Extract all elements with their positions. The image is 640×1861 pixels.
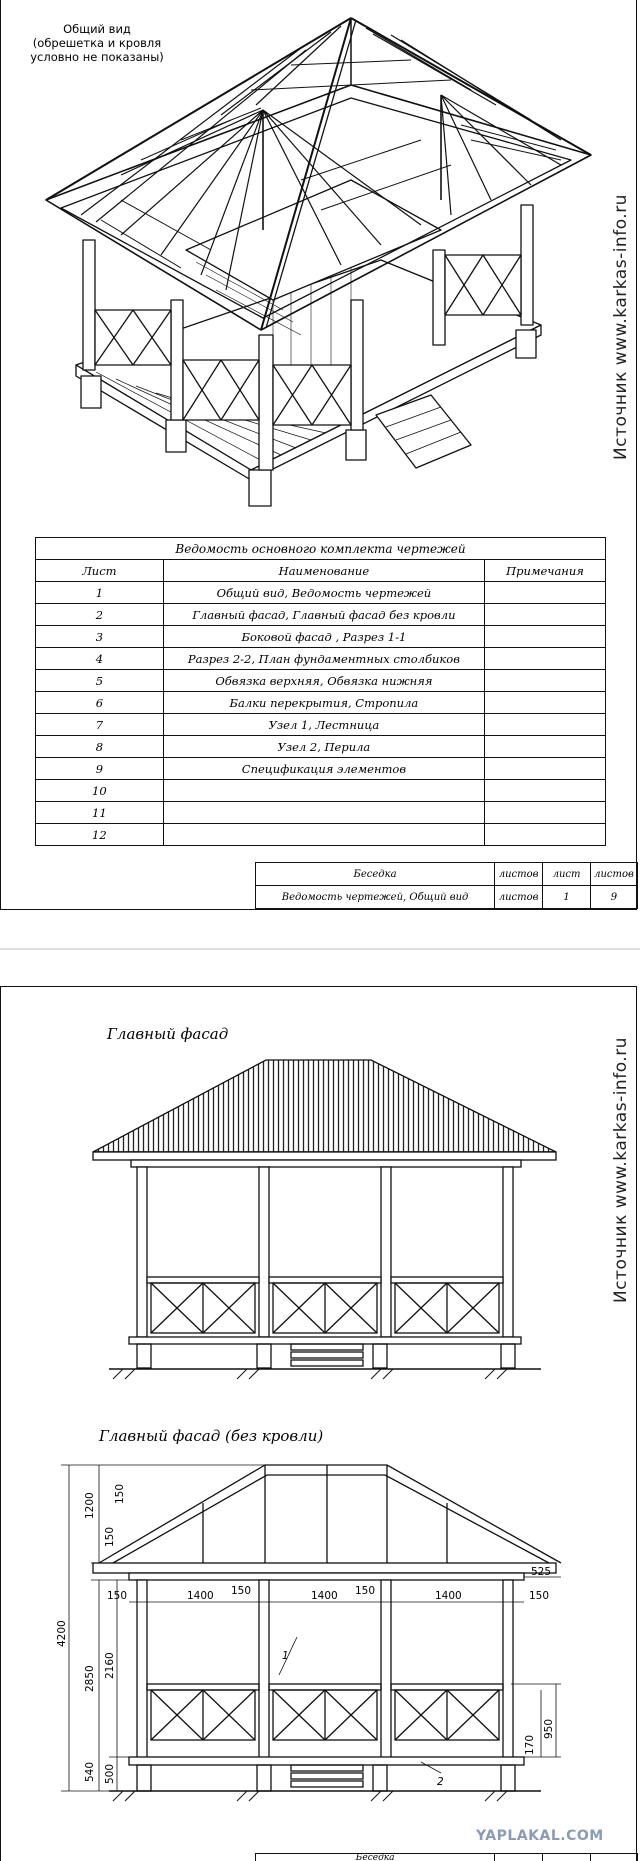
row-num: 1 <box>36 582 164 604</box>
stamp-row2-label: листов <box>495 886 543 909</box>
dim-base-500: 500 <box>104 1763 116 1784</box>
row-note <box>485 670 606 692</box>
row-name: Разрез 2-2, План фундаментных столбиков <box>163 648 484 670</box>
dim-roof-150: 150 <box>114 1483 126 1504</box>
dim-rail-950: 950 <box>543 1718 555 1739</box>
row-num: 9 <box>36 758 164 780</box>
dim-post-150-c: 150 <box>355 1585 376 1597</box>
table-row <box>36 758 606 780</box>
stamp-cell <box>495 1854 543 1861</box>
dim-post-150-d: 150 <box>529 1590 550 1602</box>
dim-post-150-b: 150 <box>231 1585 252 1597</box>
source-vertical-text: Источник www.karkas-info.ru <box>611 194 631 460</box>
stamp-project: Беседка <box>256 863 495 886</box>
row-num: 3 <box>36 626 164 648</box>
table-row <box>36 604 606 626</box>
table-row <box>36 582 606 604</box>
stamp-cell <box>543 1854 591 1861</box>
dim-base-height: 540 <box>84 1761 96 1782</box>
row-note <box>485 824 606 846</box>
dim-bay-3: 1400 <box>435 1590 462 1602</box>
stamp-sheet-label: лист <box>543 863 591 886</box>
caption-line-1: Общий вид <box>63 22 131 36</box>
stamp-sheets-label: листов <box>495 863 543 886</box>
table-row <box>36 670 606 692</box>
table-row <box>36 626 606 648</box>
row-name <box>163 780 484 802</box>
dim-roof-150b: 150 <box>104 1526 116 1547</box>
table-row <box>36 736 606 758</box>
row-name: Боковой фасад , Разрез 1-1 <box>163 626 484 648</box>
row-note <box>485 604 606 626</box>
row-note <box>485 626 606 648</box>
source-vertical-text-2: Источник www.karkas-info.ru <box>611 1037 631 1303</box>
stamp-project-2: Беседка <box>256 1854 495 1861</box>
row-num: 12 <box>36 824 164 846</box>
row-note <box>485 714 606 736</box>
row-num: 11 <box>36 802 164 824</box>
front-facade-noroof-drawing <box>1 987 638 1861</box>
header-notes: Примечания <box>485 560 606 582</box>
callout-1: 1 <box>282 1650 289 1662</box>
isometric-gazebo-drawing <box>1 0 638 520</box>
row-name <box>163 802 484 824</box>
row-note <box>485 758 606 780</box>
row-name <box>163 824 484 846</box>
dim-bay-2: 1400 <box>311 1590 338 1602</box>
caption-line-2: (обрешетка и кровля <box>32 36 162 50</box>
row-num: 7 <box>36 714 164 736</box>
drawing-sheet-1 <box>0 0 637 910</box>
drawings-register-table <box>35 537 606 846</box>
stamp-total-sheets: 9 <box>590 886 637 909</box>
register-title: Ведомость основного комплекта чертежей <box>36 538 606 560</box>
title-block-stamp <box>255 862 638 909</box>
dim-roof-height: 1200 <box>84 1492 96 1519</box>
caption-line-3: условно не показаны) <box>30 50 164 64</box>
row-name: Узел 1, Лестница <box>163 714 484 736</box>
yaplakal-watermark: YAPLAKAL.COM <box>476 1828 604 1844</box>
row-note <box>485 780 606 802</box>
table-row <box>36 714 606 736</box>
dim-post-150-a: 150 <box>107 1590 128 1602</box>
row-name: Балки перекрытия, Стропила <box>163 692 484 714</box>
table-row <box>36 692 606 714</box>
table-row <box>36 780 606 802</box>
row-note <box>485 648 606 670</box>
row-num: 2 <box>36 604 164 626</box>
row-name: Общий вид, Ведомость чертежей <box>163 582 484 604</box>
stamp-doc-title: Ведомость чертежей, Общий вид <box>256 886 495 909</box>
row-note <box>485 582 606 604</box>
register-header-row <box>36 560 606 582</box>
row-note <box>485 692 606 714</box>
dim-opening-height: 2160 <box>104 1652 116 1679</box>
dim-bay-1: 1400 <box>187 1590 214 1602</box>
dim-total-height: 4200 <box>56 1620 68 1647</box>
title-block-stamp-2 <box>255 1853 638 1861</box>
dim-post-height: 2850 <box>84 1665 96 1692</box>
callout-2: 2 <box>437 1776 444 1788</box>
table-row <box>36 824 606 846</box>
row-name: Узел 2, Перила <box>163 736 484 758</box>
dim-overhang: 525 <box>531 1566 552 1578</box>
front-facade-noroof-title: Главный фасад (без кровли) <box>99 1427 324 1445</box>
header-sheet: Лист <box>36 560 164 582</box>
stamp-sheet-number: 1 <box>543 886 591 909</box>
stamp-sheets-label-2: листов <box>590 863 637 886</box>
row-num: 10 <box>36 780 164 802</box>
header-name: Наименование <box>163 560 484 582</box>
row-num: 8 <box>36 736 164 758</box>
row-name: Спецификация элементов <box>163 758 484 780</box>
row-note <box>485 802 606 824</box>
sheet-separator <box>0 948 640 950</box>
row-name: Главный фасад, Главный фасад без кровли <box>163 604 484 626</box>
drawing-sheet-2 <box>0 986 637 1861</box>
table-row <box>36 802 606 824</box>
row-name: Обвязка верхняя, Обвязка нижняя <box>163 670 484 692</box>
row-num: 6 <box>36 692 164 714</box>
table-row <box>36 648 606 670</box>
row-num: 5 <box>36 670 164 692</box>
row-num: 4 <box>36 648 164 670</box>
front-facade-title: Главный фасад <box>107 1025 229 1043</box>
row-note <box>485 736 606 758</box>
dim-rail-170: 170 <box>524 1734 536 1755</box>
stamp-cell <box>591 1854 638 1861</box>
